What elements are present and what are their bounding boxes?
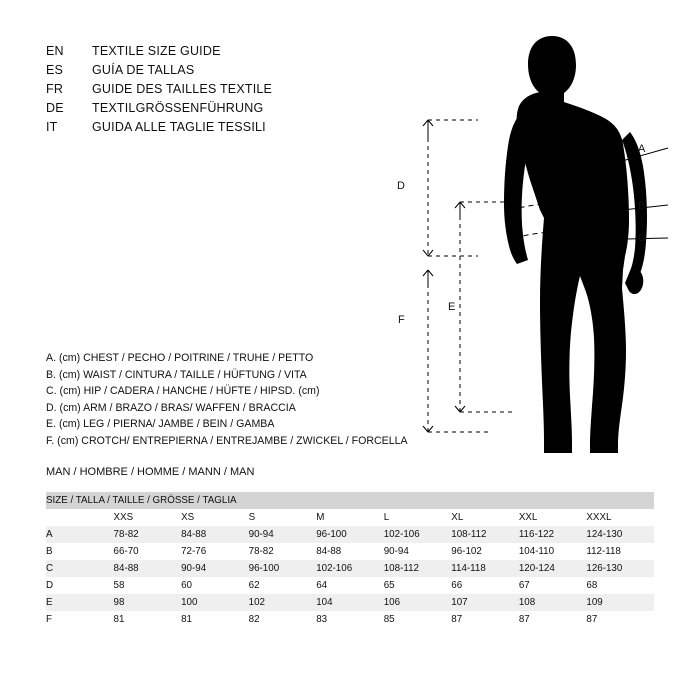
cell: 120-124 bbox=[519, 560, 587, 577]
cell: 98 bbox=[114, 594, 182, 611]
cell: 96-100 bbox=[249, 560, 317, 577]
legend-line-b: B. (cm) WAIST / CINTURA / TAILLE / HÜFTUNG / VITA bbox=[46, 368, 307, 381]
cell: 106 bbox=[384, 594, 452, 611]
col-head-xxs: XXS bbox=[114, 509, 182, 526]
cell: 104-110 bbox=[519, 543, 587, 560]
table-row bbox=[46, 577, 654, 594]
figure-label-f: F bbox=[398, 314, 405, 326]
title-text-it: GUIDA ALLE TAGLIE TESSILI bbox=[92, 120, 266, 134]
figure-label-c: C bbox=[638, 232, 646, 244]
cell: 102 bbox=[249, 594, 317, 611]
row-label: B bbox=[46, 543, 114, 560]
col-head-xs: XS bbox=[181, 509, 249, 526]
row-label: F bbox=[46, 611, 114, 628]
cell: 64 bbox=[316, 577, 384, 594]
col-head-blank bbox=[46, 509, 114, 526]
cell: 107 bbox=[451, 594, 519, 611]
title-lang-fr: FR bbox=[46, 82, 64, 96]
cell: 90-94 bbox=[384, 543, 452, 560]
row-label: E bbox=[46, 594, 114, 611]
cell: 96-100 bbox=[316, 526, 384, 543]
cell: 102-106 bbox=[384, 526, 452, 543]
row-label: D bbox=[46, 577, 114, 594]
cell: 104 bbox=[316, 594, 384, 611]
leader-c bbox=[627, 238, 668, 239]
title-lang-it: IT bbox=[46, 120, 58, 134]
cell: 84-88 bbox=[181, 526, 249, 543]
title-lang-de: DE bbox=[46, 101, 64, 115]
size-table-wrap bbox=[46, 492, 654, 628]
cell: 108-112 bbox=[384, 560, 452, 577]
gender-label: MAN / HOMBRE / HOMME / MANN / MAN bbox=[46, 466, 255, 478]
title-row bbox=[46, 44, 376, 63]
cell: 84-88 bbox=[114, 560, 182, 577]
size-table bbox=[46, 492, 654, 628]
cell: 85 bbox=[384, 611, 452, 628]
title-text-en: TEXTILE SIZE GUIDE bbox=[92, 44, 221, 58]
cell: 124-130 bbox=[586, 526, 654, 543]
cell: 102-106 bbox=[316, 560, 384, 577]
cell: 126-130 bbox=[586, 560, 654, 577]
cell: 114-118 bbox=[451, 560, 519, 577]
figure-label-a: A bbox=[638, 143, 646, 155]
cell: 82 bbox=[249, 611, 317, 628]
table-header-title: SIZE / TALLA / TAILLE / GRÖSSE / TAGLIA bbox=[46, 492, 654, 509]
cell: 60 bbox=[181, 577, 249, 594]
legend-line-c: C. (cm) HIP / CADERA / HANCHE / HÜFTE / HIPSD. (cm) bbox=[46, 385, 320, 397]
title-text-de: TEXTILGRÖSSENFÜHRUNG bbox=[92, 101, 264, 115]
cell: 87 bbox=[519, 611, 587, 628]
dimension-d bbox=[423, 120, 433, 256]
cell: 96-102 bbox=[451, 543, 519, 560]
cell: 87 bbox=[451, 611, 519, 628]
title-text-fr: GUIDE DES TAILLES TEXTILE bbox=[92, 82, 273, 96]
figure-label-e: E bbox=[448, 301, 456, 313]
cell: 84-88 bbox=[316, 543, 384, 560]
cell: 78-82 bbox=[114, 526, 182, 543]
cell: 108-112 bbox=[451, 526, 519, 543]
table-row bbox=[46, 526, 654, 543]
cell: 90-94 bbox=[181, 560, 249, 577]
legend-line-e: E. (cm) LEG / PIERNA/ JAMBE / BEIN / GAMBA bbox=[46, 418, 275, 430]
cell: 81 bbox=[181, 611, 249, 628]
col-head-m: M bbox=[316, 509, 384, 526]
cell: 72-76 bbox=[181, 543, 249, 560]
title-row bbox=[46, 63, 376, 82]
cell: 112-118 bbox=[586, 543, 654, 560]
cell: 78-82 bbox=[249, 543, 317, 560]
cell: 87 bbox=[586, 611, 654, 628]
col-head-s: S bbox=[249, 509, 317, 526]
cell: 90-94 bbox=[249, 526, 317, 543]
table-row bbox=[46, 543, 654, 560]
cell: 62 bbox=[249, 577, 317, 594]
cell: 108 bbox=[519, 594, 587, 611]
cell: 58 bbox=[114, 577, 182, 594]
table-row bbox=[46, 560, 654, 577]
figure-label-b: B bbox=[638, 200, 646, 212]
cell: 65 bbox=[384, 577, 452, 594]
legend-line-f: F. (cm) CROTCH/ ENTREPIERNA / ENTREJAMBE / ZWICKEL / FORCELLA bbox=[46, 434, 408, 447]
col-head-xxxl: XXXL bbox=[586, 509, 654, 526]
row-label: C bbox=[46, 560, 114, 577]
col-head-xxl: XXL bbox=[519, 509, 587, 526]
col-head-xl: XL bbox=[451, 509, 519, 526]
cell: 100 bbox=[181, 594, 249, 611]
title-row bbox=[46, 101, 376, 120]
cell: 83 bbox=[316, 611, 384, 628]
legend-line-d: D. (cm) ARM / BRAZO / BRAS/ WAFFEN / BRACCIA bbox=[46, 401, 296, 414]
man-silhouette-shape bbox=[504, 36, 647, 453]
row-label: A bbox=[46, 526, 114, 543]
title-row bbox=[46, 82, 376, 101]
cell: 116-122 bbox=[519, 526, 587, 543]
figure-label-d: D bbox=[397, 180, 405, 192]
title-lang-es: ES bbox=[46, 63, 64, 77]
cell: 109 bbox=[586, 594, 654, 611]
col-head-l: L bbox=[384, 509, 452, 526]
title-row bbox=[46, 120, 376, 139]
cell: 67 bbox=[519, 577, 587, 594]
title-text-es: GUÍA DE TALLAS bbox=[92, 63, 195, 77]
table-header-row bbox=[46, 492, 654, 509]
title-block bbox=[46, 44, 376, 139]
cell: 81 bbox=[114, 611, 182, 628]
table-row bbox=[46, 611, 654, 628]
cell: 68 bbox=[586, 577, 654, 594]
table-row bbox=[46, 594, 654, 611]
title-lang-en: EN bbox=[46, 44, 64, 58]
cell: 66 bbox=[451, 577, 519, 594]
cell: 66-70 bbox=[114, 543, 182, 560]
legend-line-a: A. (cm) CHEST / PECHO / POITRINE / TRUHE / PETTO bbox=[46, 352, 314, 364]
legend-block bbox=[46, 350, 466, 449]
table-column-row bbox=[46, 509, 654, 526]
